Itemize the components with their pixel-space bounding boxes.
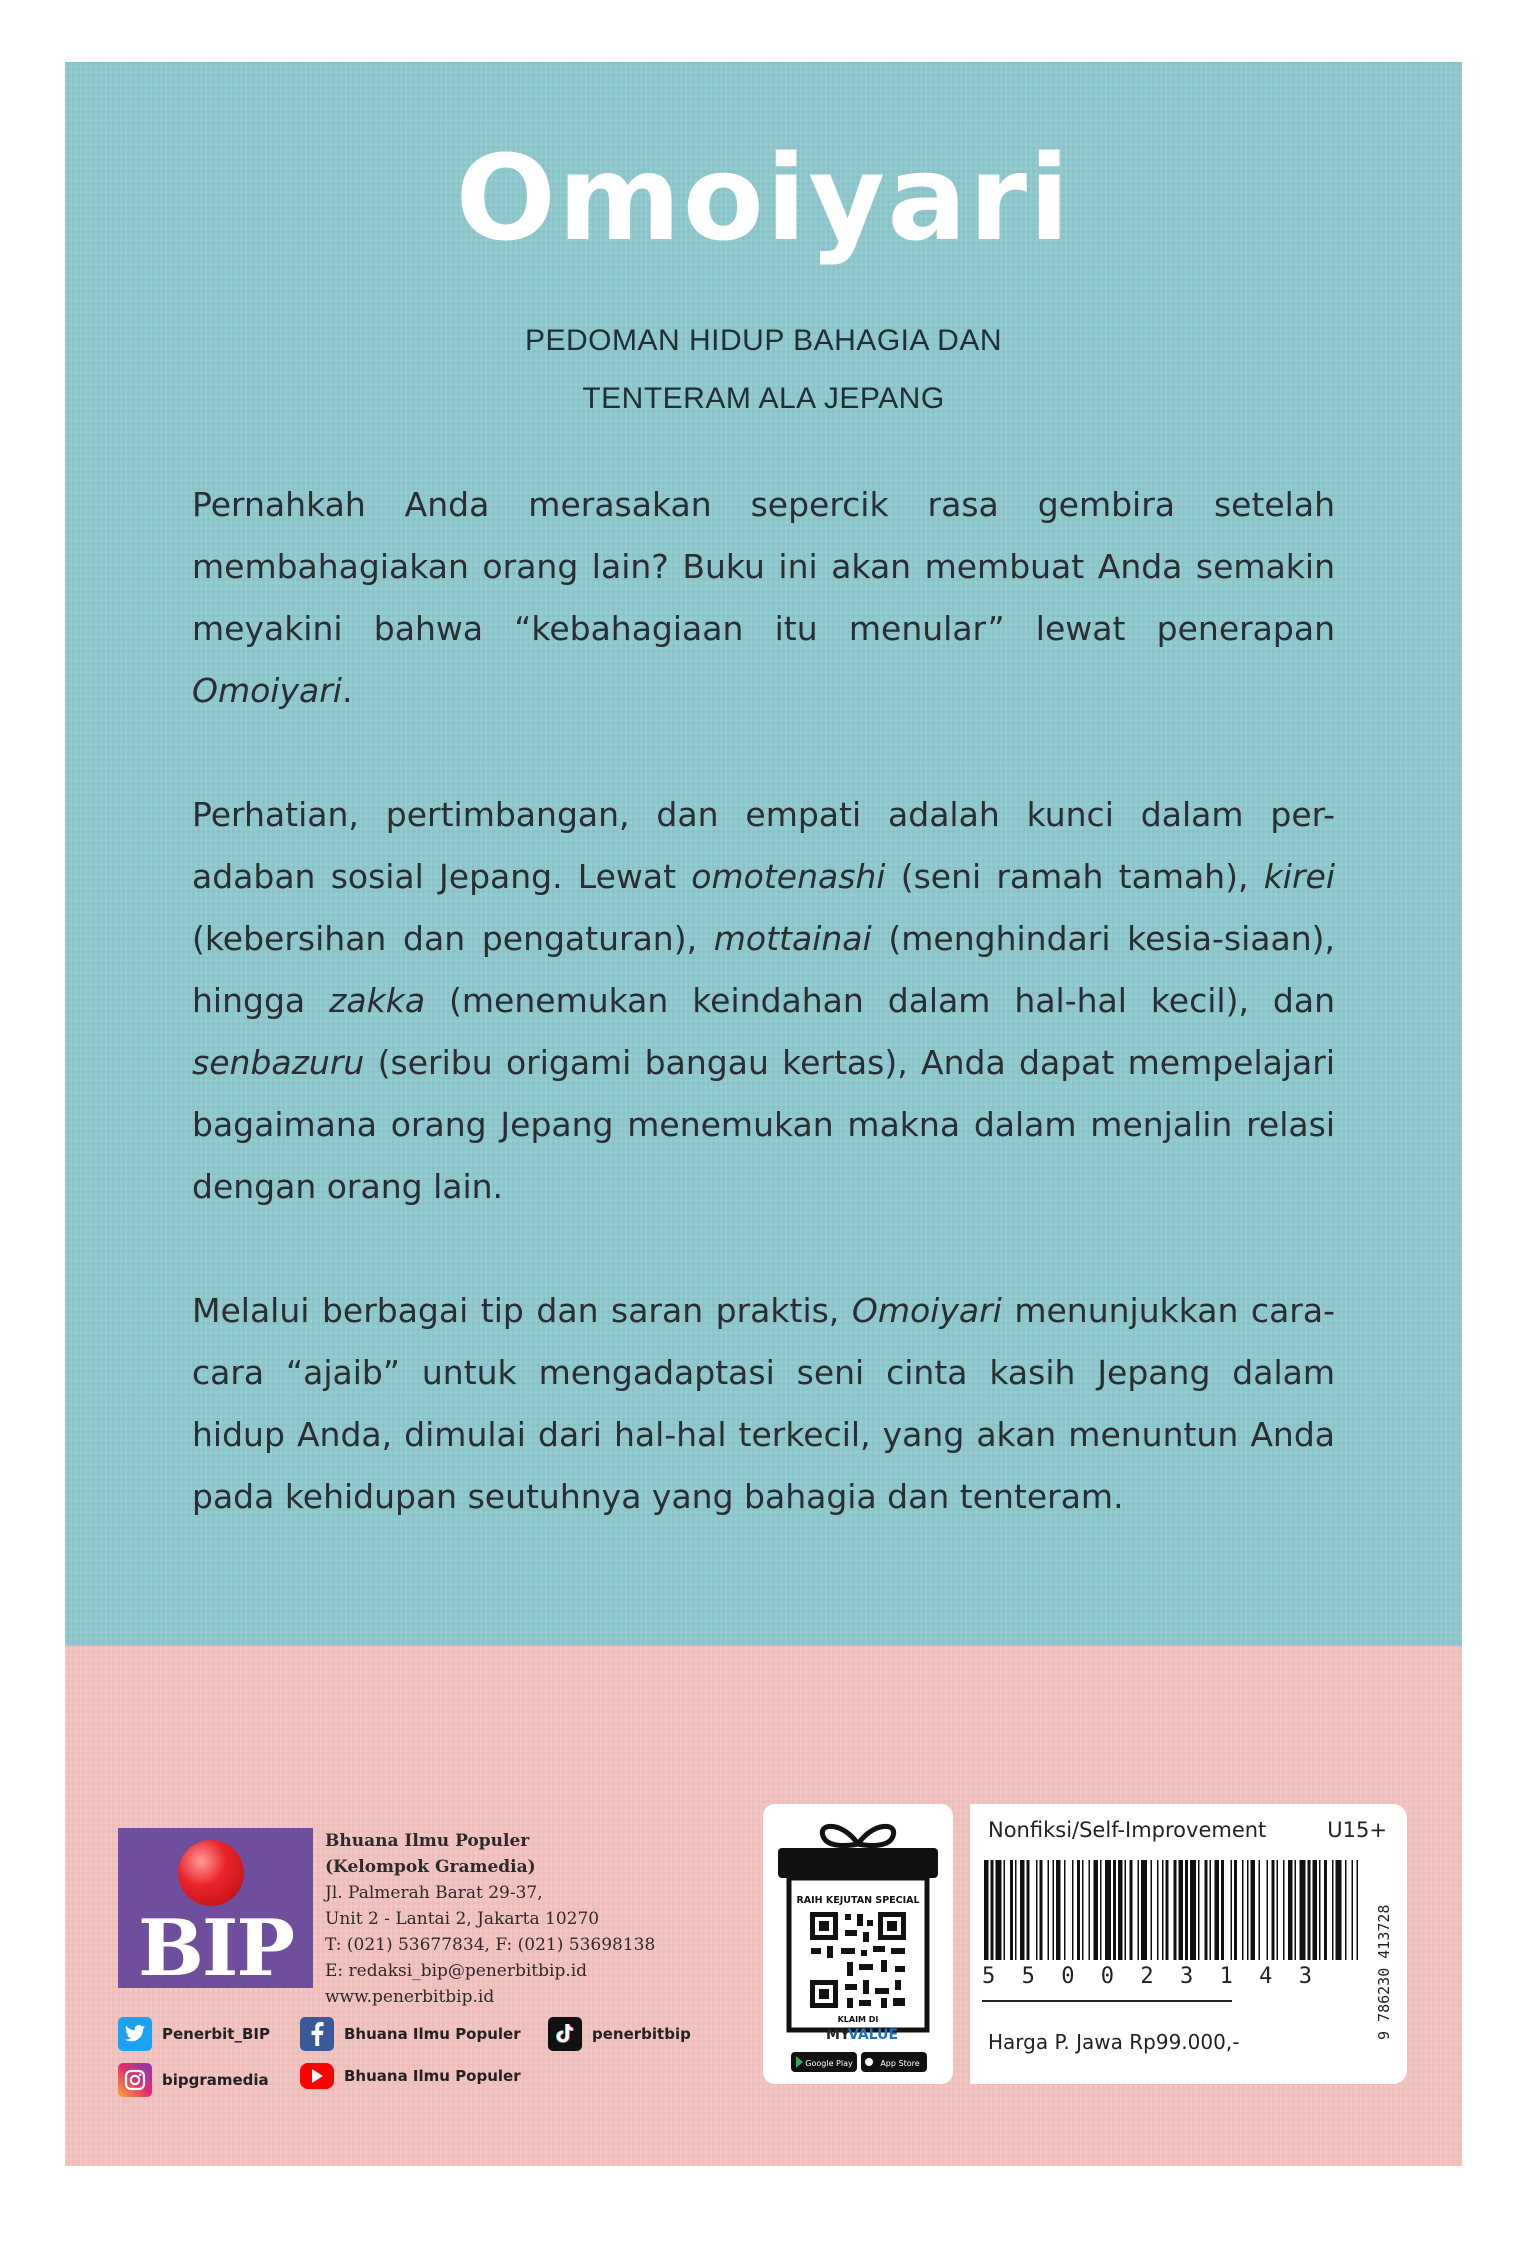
publisher-website: www.penerbitbip.id [325,1987,495,2007]
barcode-bar [1179,1860,1184,1960]
twitter-handle: Penerbit_BIP [162,2025,270,2043]
publisher-address-2: Unit 2 - Lantai 2, Jakarta 10270 [325,1909,600,1929]
twitter-icon [118,2017,152,2051]
instagram-icon [118,2063,152,2097]
publisher-name: Bhuana Ilmu Populer [325,1831,530,1851]
barcode-digit: 2 [1140,1964,1154,1989]
barcode-bar [1336,1860,1342,1960]
barcode-bar [1130,1860,1133,1960]
barcode-bar [1319,1860,1321,1960]
barcode-bar [1185,1860,1188,1960]
barcode-bar [1231,1860,1233,1960]
barcode-bar [1036,1860,1038,1960]
barcode-bar [996,1860,1002,1960]
barcode-bar [984,1860,989,1960]
price-divider [982,2000,1232,2002]
barcode-bar [1242,1860,1244,1960]
barcode-bar [1056,1860,1061,1960]
barcode-bar [1040,1860,1043,1960]
app-store-label: App Store [880,2059,920,2068]
isbn-number: 9 786230 413728 [1375,1904,1393,2040]
barcode-bar [1205,1860,1208,1960]
barcode-bar [1141,1860,1147,1960]
barcode-bar [1094,1860,1099,1960]
barcode-bar [1015,1860,1017,1960]
book-title: Omoiyari [455,129,1072,267]
barcode-bar [1352,1860,1354,1960]
barcode-bar [1105,1860,1111,1960]
barcode-bar [1251,1860,1256,1960]
barcode-bar [1210,1860,1212,1960]
facebook-handle: Bhuana Ilmu Populer [344,2025,521,2043]
blurb-paragraph-2: Perhatian, pertimbangan, dan empati adalah kunci dalam per-adaban sosial Jepang. Lewat omotenashi (seni ramah tamah), kirei (kebersihan dan pengaturan), mottainai (menghindari kesia-siaan), hingga zakka (menemukan keindahan dalam hal-hal kecil), dan senbazuru (seribu origami bangau kertas), Anda dapat mempelajari bagaimana orang Jepang menemukan makna dalam menjalin relasi dengan orang lain. [192,795,1336,1206]
barcode-bar [1190,1860,1196,1960]
barcode-bar [1267,1860,1269,1960]
barcode-bar [1166,1860,1169,1960]
barcode-bar [1215,1860,1220,1960]
barcode-bar [1345,1860,1347,1960]
barcode-bar [1004,1860,1006,1960]
blurb-paragraph-1: Pernahkah Anda merasakan sepercik rasa gembira setelah membahagiakan orang lain? Buku ini akan membuat Anda semakin meyakini bahwa “kebahagiaan itu menular” lewat penerapan Omoiyari. [192,485,1335,710]
price-label: Harga P. Jawa Rp99.000,- [988,2030,1240,2054]
social-instagram[interactable] [118,2063,269,2097]
barcode-bar [1010,1860,1013,1960]
qr-code [808,1910,908,2010]
barcode-digit: 4 [1259,1964,1273,1989]
tiktok-handle: penerbitbip [592,2025,691,2043]
google-play-label: Google Play [805,2059,853,2068]
barcode-bar [1234,1860,1237,1960]
teal-panel [65,62,1462,1646]
tiktok-icon [548,2017,582,2051]
blurb-paragraph-3: Melalui berbagai tip dan saran praktis, Omoiyari menunjukkan cara-cara “ajaib” untuk mengadaptasi seni cinta kasih Jepang dalam hidup Anda, dimulai dari hal-hal terkecil, yang akan menuntun Anda pada kehidupan seutuhnya yang bahagia dan tenteram. [192,1291,1335,1516]
category-label: Nonfiksi/Self-Improvement [988,1818,1267,1842]
barcode-digit: 1 [1219,1964,1233,1989]
social-facebook[interactable] [300,2017,521,2051]
qr-heading: RAIH KEJUTAN SPECIAL [796,1895,920,1906]
barcode-digit: 3 [1179,1964,1194,1989]
subtitle-line-1: PEDOMAN HIDUP BAHAGIA DAN [524,324,1003,357]
publisher-email: E: redaksi_bip@penerbitbip.id [325,1961,588,1981]
social-tiktok[interactable] [548,2017,691,2051]
barcode-bar [1118,1860,1123,1960]
youtube-handle: Bhuana Ilmu Populer [344,2067,521,2085]
barcode-digit: 5 [1021,1964,1035,1989]
qr-claim: KLAIM DI [837,2015,879,2024]
barcode-bar [1162,1860,1164,1960]
barcode-bar [1174,1860,1177,1960]
barcode-bar [1100,1860,1102,1960]
gift-qr-graphic [763,1804,953,2084]
barcode-bar [1308,1860,1311,1960]
publisher-phone: T: (021) 53677834, F: (021) 53698138 [325,1935,656,1955]
age-rating: U15+ [1327,1818,1387,1842]
barcode-digit: 0 [1100,1964,1115,1989]
barcode-bar [1283,1860,1285,1960]
barcode-bar [1138,1860,1140,1960]
barcode [984,1860,1364,1960]
barcode-bar [1064,1860,1066,1960]
bip-logo [118,1828,313,1988]
barcode-bar [1221,1860,1224,1960]
barcode-bar [1295,1860,1297,1960]
barcode-bar [1113,1860,1116,1960]
barcode-bar [991,1860,994,1960]
barcode-bar [1048,1860,1050,1960]
instagram-handle: bipgramedia [162,2071,269,2089]
barcode-digit: 3 [1298,1964,1312,1989]
social-twitter[interactable] [118,2017,270,2051]
barcode-bar [1198,1860,1200,1960]
youtube-icon [300,2063,334,2089]
barcode-bar [1027,1860,1030,1960]
barcode-digits [982,1964,1312,1989]
myvalue-value: VALUE [847,2027,899,2043]
barcode-bar [1288,1860,1293,1960]
barcode-bar [1082,1860,1084,1960]
blurb [192,474,1335,1590]
barcode-bar [1077,1860,1080,1960]
social-youtube[interactable] [300,2063,521,2089]
myvalue-my: MY [825,2027,851,2043]
barcode-bar [1157,1860,1159,1960]
back-cover [65,62,1462,2166]
barcode-bar [1277,1860,1279,1960]
barcode-bar [1125,1860,1127,1960]
apple-icon [865,2058,873,2066]
barcode-digit: 0 [1061,1964,1075,1989]
publisher-address-1: Jl. Palmerah Barat 29-37, [325,1883,543,1903]
barcode-bar [1151,1860,1153,1960]
barcode-digit: 5 [982,1964,996,1989]
barcode-bar [1247,1860,1249,1960]
publisher-group: (Kelompok Gramedia) [325,1857,536,1877]
barcode-bar [1072,1860,1074,1960]
barcode-bar [1272,1860,1275,1960]
barcode-card [970,1804,1407,2084]
qr-card [763,1804,953,2084]
book-subtitle [65,312,1462,428]
barcode-bar [1259,1860,1261,1960]
barcode-bar [1324,1860,1327,1960]
barcode-bar [1053,1860,1055,1960]
barcode-bar [1020,1860,1025,1960]
barcode-bar [1313,1860,1318,1960]
barcode-bar [1332,1860,1334,1960]
facebook-icon [300,2017,334,2051]
publisher-info [325,1828,655,2010]
barcode-bar [1300,1860,1306,1960]
bip-logo-text: BIP [137,1903,294,1988]
barcode-bar [1357,1860,1359,1960]
barcode-bar [1089,1860,1091,1960]
bip-logo-ball [178,1840,244,1906]
isbn-vertical [1372,1852,1396,2042]
subtitle-line-2: TENTERAM ALA JEPANG [582,382,945,415]
